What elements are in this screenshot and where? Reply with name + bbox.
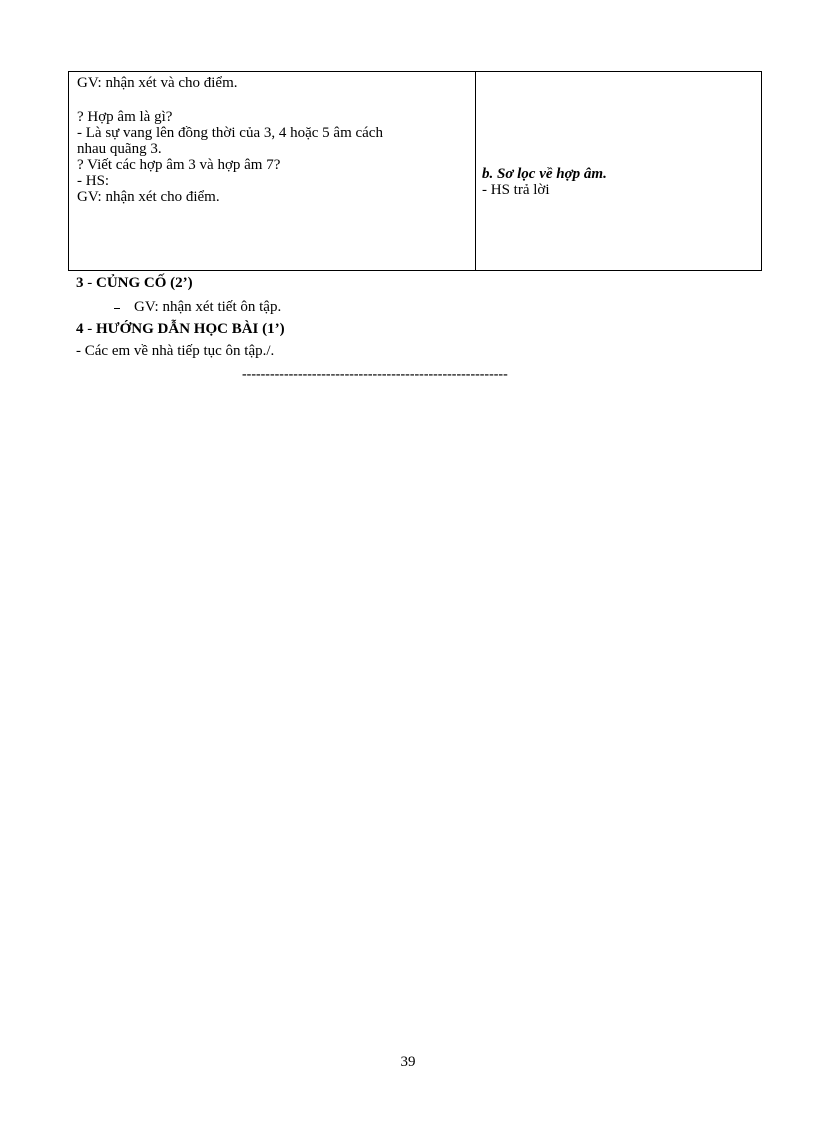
section-3-item — [76, 298, 281, 316]
section-3-heading — [76, 274, 193, 292]
table-line: nhau quãng 3. — [77, 141, 162, 157]
section-number: 3 — [76, 275, 84, 291]
table-line: - Là sự vang lên đồng thời của 3, 4 hoặc 5 âm cách — [77, 125, 383, 141]
student-answer: - HS trả lời — [482, 182, 550, 198]
table-line: ? Hợp âm là gì? — [77, 109, 173, 125]
section-4-heading — [76, 320, 285, 338]
teacher-activity-column — [69, 72, 476, 270]
section-title: CỦNG CỐ (2’) — [96, 275, 193, 291]
section-title: HƯỚNG DẪN HỌC BÀI (1’) — [96, 321, 285, 337]
table-line: - HS: — [77, 173, 110, 189]
item-text: - Các em về nhà tiếp tục ôn tập./. — [76, 343, 275, 359]
table-line: GV: nhận xét cho điểm. — [77, 189, 220, 205]
blank-line — [77, 91, 467, 109]
page-number: 39 — [400, 1054, 416, 1070]
bullet-icon — [114, 308, 120, 309]
lesson-table — [68, 71, 762, 271]
table-line: ? Viết các hợp âm 3 và hợp âm 7? — [77, 157, 281, 173]
section-separator: - — [83, 275, 96, 291]
section-separator: - — [83, 321, 96, 337]
section-number: 4 — [76, 321, 84, 337]
section-4-item — [76, 342, 274, 360]
divider-line: --------------------------------------------------------- — [242, 367, 508, 382]
item-text: GV: nhận xét tiết ôn tập. — [134, 299, 282, 315]
section-heading: b. Sơ lọc về hợp âm. — [482, 166, 607, 182]
table-line: GV: nhận xét và cho điểm. — [77, 75, 238, 91]
content-column — [476, 72, 761, 270]
